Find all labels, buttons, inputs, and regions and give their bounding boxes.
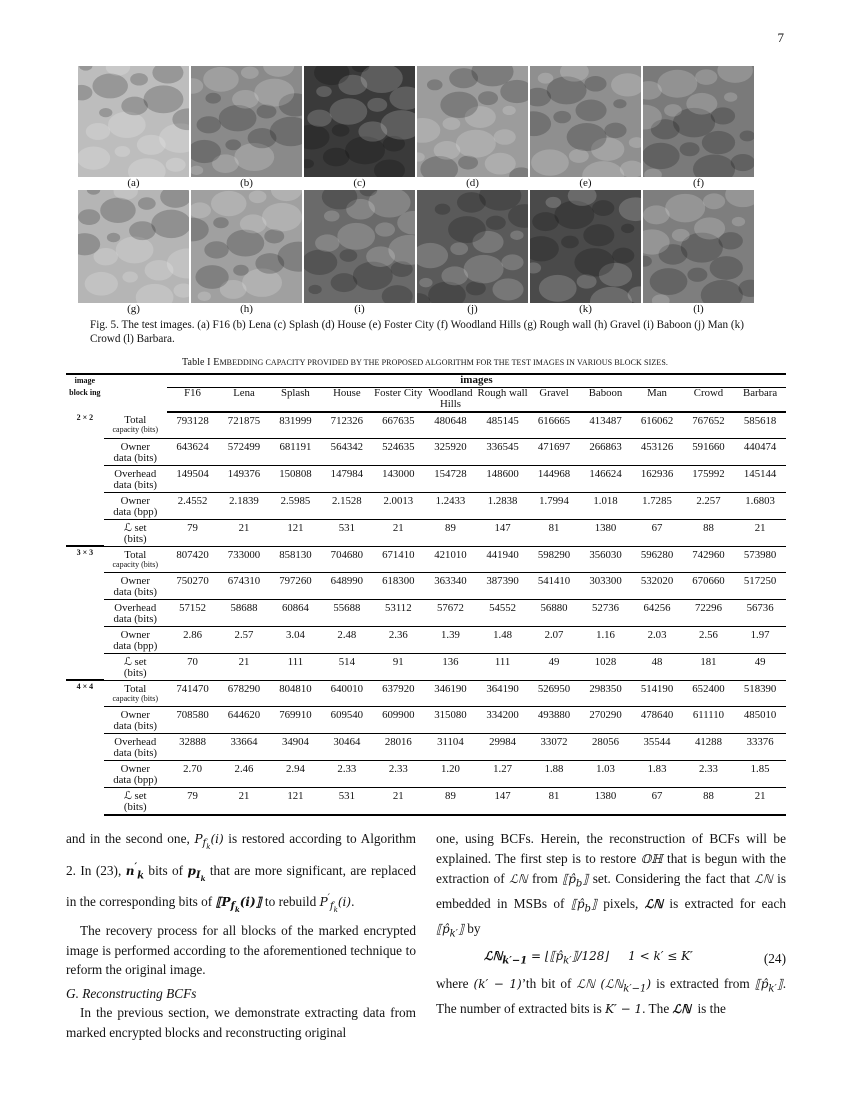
table-cell: 1.85 [734,760,786,787]
table-cell: 88 [683,519,734,546]
test-image [643,66,754,177]
table-cell: 72296 [683,599,734,626]
table-cell: 52736 [580,599,632,626]
table-cell: 154728 [424,465,477,492]
table-cell: 678290 [218,680,269,706]
table-cell: 89 [424,519,477,546]
table-cell: 2.257 [683,492,734,519]
table-cell: 49 [528,653,579,680]
table-cell: 21 [373,519,424,546]
table-cell: 147984 [321,465,372,492]
table-cell: 644620 [218,706,269,733]
table-cell: 67 [631,519,682,546]
table-cell: 88 [683,787,734,815]
panel-label: (h) [240,303,253,315]
panel-label: (i) [354,303,365,315]
table-cell: 387390 [477,572,528,599]
table-row [66,680,786,706]
figure-panel [643,190,754,316]
table-cell: 616062 [640,414,674,427]
column-header: House [321,387,372,412]
table-cell: 67 [631,787,682,815]
panel-label: (f) [693,177,704,189]
table-cell: 637920 [373,680,424,706]
panel-label: (g) [127,303,140,315]
table-row [66,760,786,787]
table-cell: 28056 [580,733,632,760]
table-cell: 1.27 [477,760,528,787]
table-cell: 145144 [734,465,786,492]
table-row [66,706,786,733]
table-cell: 831999 [279,414,312,427]
test-image [191,66,302,177]
table-cell: 21 [218,653,269,680]
table-row [66,653,786,680]
table-cell: 1.16 [580,626,632,653]
table-cell: 91 [373,653,424,680]
page-number: 7 [777,30,784,45]
test-image [530,66,641,177]
table-cell: 518390 [734,680,786,706]
table-cell: 2.48 [321,626,372,653]
table-cell: 57152 [167,599,218,626]
table-cell: 150808 [270,465,321,492]
table-cell: 2.56 [683,626,734,653]
table-cell: 60864 [270,599,321,626]
table-cell: 81 [528,519,579,546]
table-cell: 336545 [477,438,528,465]
table-cell: 704680 [321,546,372,572]
table-caption: Table I EMBEDDING CAPACITY PROVIDED BY THE PROPOSED ALGORITHM FOR THE TEST IMAGES IN VARIOUS BLOCK SIZES. [182,357,668,368]
table-cell: 2.86 [167,626,218,653]
table-cell: 741470 [167,680,218,706]
table-cell: 480648 [434,414,467,427]
table-cell: 514 [321,653,372,680]
table-cell: 797260 [270,572,321,599]
table-cell: 303300 [580,572,632,599]
column-header: Barbara [734,387,786,412]
figure-caption: Fig. 5. The test images. (a) F16 (b) Lena (c) Splash (d) House (e) Foster City (f) Woodland Hills (g) Rough wall (h) Gravel (i) Baboon (j) Man (k) Crowd (l) Barbara. [90,319,744,345]
table-cell: 31104 [424,733,477,760]
table-cell: 769910 [270,706,321,733]
table-cell: 531 [321,519,372,546]
table-row [66,733,786,760]
table-cell: 1.39 [424,626,477,653]
table-cell: 440474 [734,438,786,465]
table-cell: 48 [631,653,682,680]
table-cell: 611110 [683,706,734,733]
row-label: Overhead data (bits) [104,465,167,492]
column-header: Rough wall [477,387,528,412]
table-cell: 147 [477,519,528,546]
table-cell: 334200 [477,706,528,733]
table-cell: 596280 [631,546,682,572]
table-cell: 35544 [631,733,682,760]
table-cell: 517250 [734,572,786,599]
table-cell: 79 [167,519,218,546]
left-text-column: and in the second one, $P_{f_k}(i)$ is restored according to Algorithm 2. In (23), $n'_k$ bits of $p_{I_k}$ that are more significant, are replaced in the corresponding bits of $⟦P_{f_k}(i)⟧$ to rebuild $P'_{f_k}(i)$. The recovery process for all blocks of the marked encrypted image is performed according to the aforementioned technique to reform the original image. G. Reconstructing BCFs In the previous section, we demonstrate extracting data from marked encrypted blocks and reconstructing original [66,831,416,1040]
table-cell: 21 [734,519,786,546]
table-row [66,546,786,572]
figure-panel [643,66,754,190]
table-cell: 363340 [424,572,477,599]
table-cell: 453126 [631,438,682,465]
column-header: Woodland Hills [424,387,477,412]
table-cell: 29984 [477,733,528,760]
table-cell: 1.97 [734,626,786,653]
panel-label: (e) [579,177,592,189]
table-cell: 54552 [477,599,528,626]
table-cell: 315080 [424,706,477,733]
table-cell: 767652 [692,414,725,427]
table-cell: 33072 [528,733,579,760]
test-image [78,66,189,177]
row-label: Total capacity (bits) [104,680,167,706]
figure-panel [304,190,415,316]
figure-panel [304,66,415,190]
row-label: Owner data (bpp) [104,492,167,519]
table-cell: 413487 [589,414,622,427]
table-cell: 266863 [580,438,632,465]
table-cell: 143000 [373,465,424,492]
table-cell: 532020 [631,572,682,599]
table-cell: 3.04 [270,626,321,653]
table-cell: 1.6803 [734,492,786,519]
row-label: ℒ set (bits) [104,787,167,815]
block-size: 2 × 2 [76,412,94,422]
table-cell: 750270 [167,572,218,599]
table-cell: 55688 [321,599,372,626]
table-cell: 1.018 [580,492,632,519]
table-cell: 2.70 [167,760,218,787]
table-cell: 1.7285 [631,492,682,519]
table-cell: 609540 [321,706,372,733]
table-cell: 53112 [373,599,424,626]
column-header: Lena [218,387,269,412]
table-cell: 56736 [734,599,786,626]
table-cell: 34904 [270,733,321,760]
table-cell: 121 [270,519,321,546]
table-cell: 298350 [580,680,632,706]
table-cell: 79 [167,787,218,815]
figure-panel [191,66,302,190]
table-cell: 648990 [321,572,372,599]
row-label: Owner data (bits) [104,572,167,599]
test-image [530,190,641,303]
column-header: Crowd [683,387,734,412]
table-cell: 149376 [218,465,269,492]
panel-label: (j) [467,303,478,315]
table-cell: 618300 [373,572,424,599]
figure-panel [417,66,528,190]
table-cell: 28016 [373,733,424,760]
row-label: Owner data (bits) [104,438,167,465]
table-cell: 441940 [477,546,528,572]
table-cell: 609900 [373,706,424,733]
table-cell: 2.0013 [373,492,424,519]
table-cell: 2.1528 [321,492,372,519]
test-image [191,190,302,303]
table-cell: 573980 [734,546,786,572]
row-label: ℒ set (bits) [104,653,167,680]
table-cell: 1.7994 [528,492,579,519]
table-cell: 89 [424,787,477,815]
test-images-figure [78,66,750,316]
table-cell: 485145 [486,414,519,427]
table-cell: 21 [373,787,424,815]
table-cell: 111 [270,653,321,680]
row-label: Total capacity (bits) [104,546,167,572]
table-row [66,599,786,626]
table-cell: 2.33 [373,760,424,787]
table-cell: 2.94 [270,760,321,787]
table-row [66,492,786,519]
table-cell: 30464 [321,733,372,760]
row-label: Owner data (bpp) [104,760,167,787]
table-cell: 541410 [528,572,579,599]
equation-24: ℒℕ$_{k'-1}$ = $⌊⟦p̂_{k'}⟧/128⌋$ 1 < k′ ≤ K′ (24) [436,944,786,974]
table-cell: 1028 [580,653,632,680]
table-cell: 421010 [424,546,477,572]
table-cell: 21 [218,519,269,546]
table-cell: 181 [683,653,734,680]
table-cell: 1380 [580,787,632,815]
table-cell: 2.07 [528,626,579,653]
table-row [66,465,786,492]
table-cell: 514190 [631,680,682,706]
table-cell: 712326 [330,414,364,427]
test-image [643,190,754,303]
figure-panel [530,66,641,190]
section-heading: G. Reconstructing BCFs [66,985,197,1001]
table-cell: 526950 [528,680,579,706]
table-cell: 643624 [167,438,218,465]
table-cell: 149504 [167,465,218,492]
row-label: ℒ set (bits) [104,519,167,546]
table-cell: 674310 [218,572,269,599]
table-row [66,626,786,653]
row-label: Owner data (bpp) [104,626,167,653]
test-image [417,190,528,303]
table-cell: 2.33 [683,760,734,787]
table-cell: 64256 [631,599,682,626]
table-cell: 742960 [683,546,734,572]
table-cell: 136 [424,653,477,680]
table-cell: 146624 [580,465,632,492]
table-cell: 147 [477,787,528,815]
table-cell: 2.46 [218,760,269,787]
figure-panel [417,190,528,316]
table-cell: 524635 [373,438,424,465]
table-cell: 807420 [167,546,218,572]
table-cell: 33664 [218,733,269,760]
column-header: Splash [270,387,321,412]
table-cell: 1.2433 [424,492,477,519]
table-cell: 21 [218,787,269,815]
table-cell: 58688 [218,599,269,626]
table-cell: 1.48 [477,626,528,653]
table-cell: 49 [734,653,786,680]
table-cell: 148600 [477,465,528,492]
table-cell: 2.03 [631,626,682,653]
block-size: 4 × 4 [66,680,104,815]
table-cell: 2.57 [218,626,269,653]
row-label: Total capacity (bits) [112,413,159,434]
table-cell: 144968 [528,465,579,492]
table-cell: 2.36 [373,626,424,653]
table-cell: 471697 [528,438,579,465]
table-cell: 162936 [631,465,682,492]
table-cell: 33376 [734,733,786,760]
embedding-capacity-table [66,373,786,816]
table-cell: 2.4552 [167,492,218,519]
table-row [66,787,786,815]
column-header: Man [631,387,682,412]
table-row [66,572,786,599]
test-image [304,190,415,303]
figure-panel [530,190,641,316]
panel-label: (k) [579,303,592,315]
table-cell: 270290 [580,706,632,733]
figure-panel [191,190,302,316]
table-cell: 1.88 [528,760,579,787]
table-cell: 56880 [528,599,579,626]
table-cell: 346190 [424,680,477,706]
table-cell: 585618 [743,414,777,427]
table-cell: 121 [270,787,321,815]
table-cell: 733000 [218,546,269,572]
row-label: Owner data (bits) [104,706,167,733]
table-cell: 70 [167,653,218,680]
figure-panel [78,190,189,316]
table-cell: 564342 [321,438,372,465]
table-cell: 681191 [270,438,321,465]
table-cell: 2.33 [321,760,372,787]
panel-label: (c) [353,177,366,189]
table-row [66,438,786,465]
table-cell: 671410 [373,546,424,572]
table-cell: 21 [734,787,786,815]
table-cell: 572499 [218,438,269,465]
equation-number: (24) [763,951,786,967]
panel-label: (a) [127,177,140,189]
table-cell: 1.2838 [477,492,528,519]
corner-label: image block ing [66,374,104,412]
table-cell: 858130 [270,546,321,572]
table-cell: 493880 [528,706,579,733]
test-image [304,66,415,177]
block-size: 3 × 3 [66,546,104,680]
table-cell: 1.03 [580,760,632,787]
table-cell: 652400 [683,680,734,706]
table-cell: 2.5985 [270,492,321,519]
column-header: Baboon [580,387,632,412]
table-row [66,519,786,546]
table-cell: 175992 [683,465,734,492]
table-cell: 325920 [424,438,477,465]
table-cell: 478640 [631,706,682,733]
table-cell: 804810 [270,680,321,706]
table-cell: 531 [321,787,372,815]
column-header: Foster City [373,387,424,412]
figure-panel [78,66,189,190]
table-cell: 2.1839 [218,492,269,519]
table-cell: 32888 [167,733,218,760]
row-label: Overhead data (bits) [104,599,167,626]
table-cell: 793128 [176,414,209,427]
test-image [417,66,528,177]
table-cell: 598290 [528,546,579,572]
table-cell: 708580 [167,706,218,733]
table-cell: 364190 [477,680,528,706]
table-cell: 721875 [227,414,261,427]
table-cell: 57672 [424,599,477,626]
table-cell: 1.83 [631,760,682,787]
panel-label: (l) [693,303,704,315]
table-cell: 616665 [537,414,571,427]
table-cell: 356030 [580,546,632,572]
table-cell: 640010 [321,680,372,706]
table-cell: 485010 [734,706,786,733]
panel-label: (d) [466,177,479,189]
test-image [78,190,189,303]
table-cell: 41288 [683,733,734,760]
table-cell: 1380 [580,519,632,546]
table-cell: 591660 [683,438,734,465]
table-cell: 1.20 [424,760,477,787]
table-cell: 667635 [382,414,415,427]
images-header: images [167,374,786,387]
table-row [66,412,786,439]
table-cell: 81 [528,787,579,815]
column-header: F16 [167,387,218,412]
panel-label: (b) [240,177,253,189]
right-text-column: one, using BCFs. Herein, the reconstruction of BCFs will be explained. The first step is to restore 𝕆ℍ that is begun with the extraction of ℒℕ from $⟦p̂_b⟧$ set. Considering the fact that ℒℕ is embedded in MSBs of $⟦p̂_b⟧$ pixels, ℒℕ is extracted for each $⟦p̂_{k'}⟧$ by ℒℕ$_{k'-1}$ = $⌊⟦p̂_{k'}⟧/128⌋$ 1 < k′ ≤ K′ (24) where (k′ − 1)’th bit of ℒℕ (ℒℕ$_{k'-1}$) is extracted from $⟦p̂_{k'}⟧$. The number of extracted bits is K′ − 1. The ℒℕ is the [436,831,787,1017]
table-cell: 670660 [683,572,734,599]
column-header: Gravel [528,387,579,412]
table-cell: 111 [477,653,528,680]
row-label: Overhead data (bits) [104,733,167,760]
